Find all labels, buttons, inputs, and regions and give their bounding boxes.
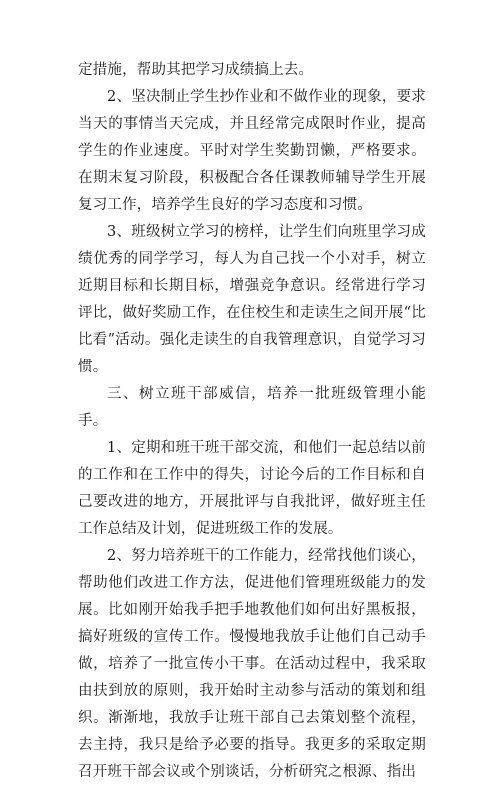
paragraph-continuation: 定措施，帮助其把学习成绩搞上去。 xyxy=(78,62,314,78)
document-body xyxy=(78,57,426,786)
section-heading-class-cadres: 三、树立班干部威信，培养一批班级管理小能手。 xyxy=(78,386,426,429)
paragraph-cadre-training: 2、努力培养班干的工作能力，经常找他们谈心，帮助他们改进工作方法，促进他们管理班级能力的发展。比如刚开始我手把手地教他们如何出好黑板报，搞好班级的宣传工作。慢慢地我放手让他们自己动手做，培养了一批宣传小干事。在活动过程中，我采取由扶到放的原则，我开始时主动参与活动的策划和组织。渐渐地，我放手让班干部自己去策划整个流程，去主持，我只是给予必要的指导。我更多的采取定期召开班干部会议或个别谈话，分析研究之根源、指出 xyxy=(78,548,426,780)
paragraph-role-models: 3、班级树立学习的榜样，让学生们向班里学习成绩优秀的同学学习，每人为自己找一个小对手，树立近期目标和长期目标，增强竞争意识。经常进行学习评比，做好奖励工作，在住校生和走读生之间开展“比比看”活动。强化走读生的自我管理意识，自觉学习习惯。 xyxy=(78,224,426,375)
paragraph-homework-rules: 2、坚决制止学生抄作业和不做作业的现象，要求当天的事情当天完成，并且经常完成限时作业，提高学生的作业速度。平时对学生奖勤罚懒，严格要求。在期末复习阶段，积极配合各任课教师辅导学生开展复习工作，培养学生良好的学习态度和习惯。 xyxy=(78,89,426,213)
paragraph-cadre-communication: 1、定期和班干班干部交流，和他们一起总结以前的工作和在工作中的得失，讨论今后的工作目标和自己要改进的地方，开展批评与自我批评，做好班主任工作总结及计划，促进班级工作的发展。 xyxy=(78,440,426,537)
